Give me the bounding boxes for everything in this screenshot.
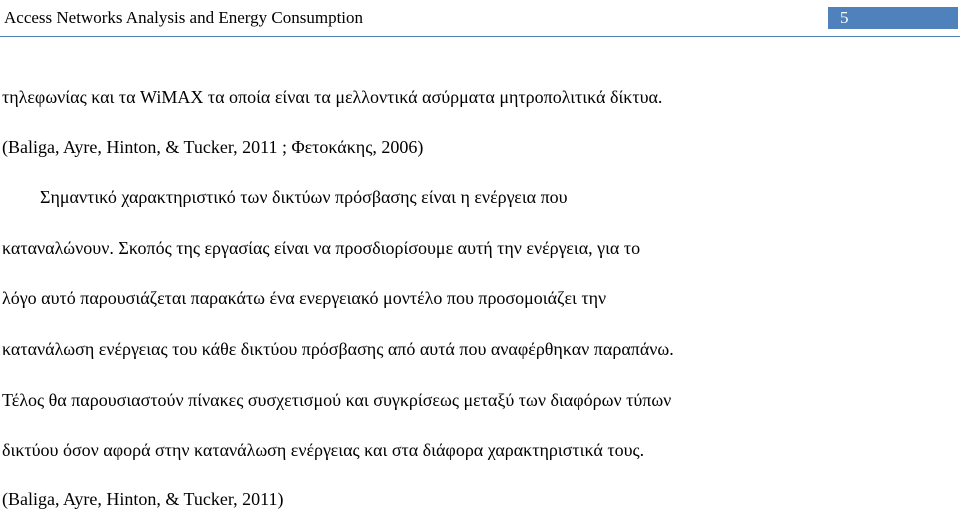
text-line: λόγο αυτό παρουσιάζεται παρακάτω ένα ενεργειακό μοντέλο που προσομοιάζει την xyxy=(2,288,607,308)
citation-line: (Baliga, Ayre, Hinton, & Tucker, 2011) xyxy=(2,489,284,509)
header-title: Access Networks Analysis and Energy Consumption xyxy=(4,8,364,27)
text-line: δικτύου όσον αφορά στην κατανάλωση ενέργειας και στα διάφορα χαρακτηριστικά τους. xyxy=(2,440,645,460)
page-number-badge xyxy=(828,7,958,29)
page-header xyxy=(0,0,960,37)
text-line: κατανάλωση ενέργειας του κάθε δικτύου πρόσβασης από αυτά που αναφέρθηκαν παραπάνω. xyxy=(2,339,674,359)
text-line: Τέλος θα παρουσιαστούν πίνακες συσχετισμού και συγκρίσεως μεταξύ των διαφόρων τύπων xyxy=(2,390,672,410)
text-line: τηλεφωνίας και τα WiMAX τα οποία είναι τα μελλοντικά ασύρματα μητροπολιτικά δίκτυα. xyxy=(2,87,663,107)
paragraph-start-line: Σημαντικό χαρακτηριστικό των δικτύων πρόσβασης είναι η ενέργεια που xyxy=(40,187,568,207)
text-line: καταναλώνουν. Σκοπός της εργασίας είναι να προσδιορίσουμε αυτή την ενέργεια, για το xyxy=(2,238,641,258)
page-number: 5 xyxy=(840,8,849,27)
citation-line: (Baliga, Ayre, Hinton, & Tucker, 2011 ; Φετοκάκης, 2006) xyxy=(2,137,424,157)
